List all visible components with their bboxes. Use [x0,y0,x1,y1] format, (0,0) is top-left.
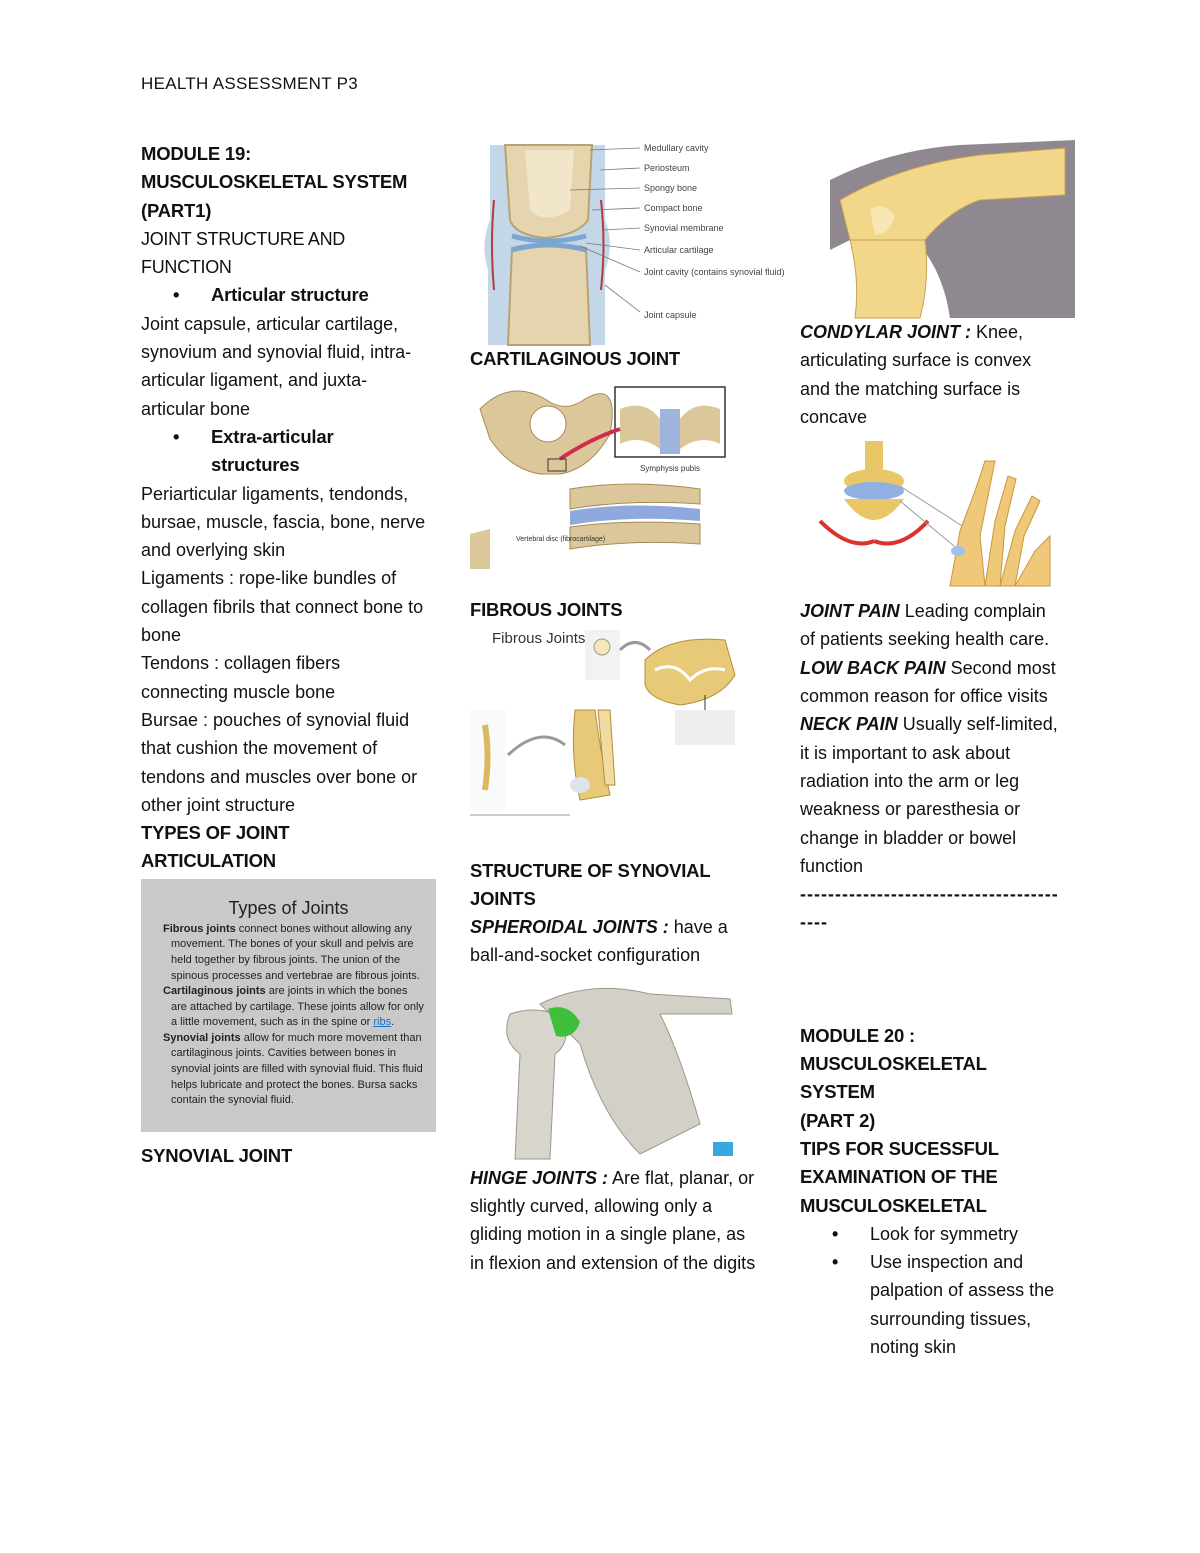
tendons-text: Tendons : collagen fibers connecting muscle bone [141,653,341,702]
fibrous-fig-label: Fibrous Joints [492,629,586,647]
page-header: HEALTH ASSESSMENT P3 [141,74,358,93]
divider-line: ----------------------------------------- [800,884,1059,933]
low-back-pain-paragraph: LOW BACK PAIN Second most common reason for office visits [800,657,1056,707]
tip-item: • Look for symmetry [870,1220,1065,1248]
tip-item: • Use inspection and palpation of assess the surrounding tissues, noting skin [870,1248,1065,1361]
tips-list [800,1220,1065,1361]
label-spongy-bone: Spongy bone [644,183,698,193]
joint-pain-paragraph: JOINT PAIN Leading complain of patients seeking health care. [800,601,1050,650]
cartilaginous-joint-diagram [470,379,730,584]
label-compact-bone: Compact bone [644,203,703,213]
hand-condylar-diagram [810,441,1050,589]
fibrous-paragraph: Fibrous joints connect bones without allowing any movement. The bones of your skull and pelvis are held together by fibrous joints. The union of the spinous processes and vertebrae are fibrous joints. [163,922,420,982]
label-joint-capsule: Joint capsule [644,310,697,320]
section-subtitle: JOINT STRUCTURE AND FUNCTION [141,228,345,278]
articular-text: Joint capsule, articular cartilage, synovium and synovial fluid, intra-articular ligament, and juxta-articular bone [141,313,412,419]
synovial-joint-diagram [470,140,785,345]
label-synovial-membrane: Synovial membrane [644,223,724,233]
tips-heading: TIPS FOR SUCESSFUL EXAMINATION OF THE MUSCULOSKELETAL [800,1137,999,1216]
column-2 [470,140,785,1277]
label-periosteum: Periosteum [644,163,690,173]
fibrous-joints-diagram [470,625,740,820]
synovial-joint-heading: SYNOVIAL JOINT [141,1144,293,1166]
module-20-title: MODULE 20 : MUSCULOSKELETAL SYSTEM (PART 2) [800,1024,987,1131]
column-3 [800,140,1065,1361]
label-articular-cartilage: Articular cartilage [644,245,714,255]
articular-heading: • Articular structure [211,281,431,309]
ligaments-text: Ligaments : rope-like bundles of collagen fibrils that connect bone to bone [141,568,424,646]
knee-condylar-diagram [830,140,1075,318]
bursae-text: Bursae : pouches of synovial fluid that cushion the movement of tendons and muscles over bone or other joint structure [141,709,418,815]
condylar-paragraph: CONDYLAR JOINT : Knee, articulating surface is convex and the matching surface is concave [800,322,1032,427]
structure-synovial-heading: STRUCTURE OF SYNOVIAL JOINTS [470,859,711,909]
hinge-paragraph: HINGE JOINTS : Are flat, planar, or slightly curved, allowing only a gliding motion in a single plane, as in flexion and extension of the digits [470,1167,756,1273]
column-1 [141,140,431,1170]
label-vertebral-disc: Vertebral disc (fibrocartilage) [516,536,606,544]
types-heading: TYPES OF JOINT ARTICULATION [141,822,290,872]
extra-articular-list [141,423,431,480]
types-of-joints-box [141,879,436,1132]
ribs-link[interactable]: ribs [373,1016,392,1029]
spheroidal-paragraph: SPHEROIDAL JOINTS : have a ball-and-socket configuration [470,917,728,966]
label-joint-cavity: Joint cavity (contains synovial fluid) [644,267,785,277]
label-symphysis-pubis: Symphysis pubis [640,464,701,474]
shoulder-ball-socket-diagram [470,974,740,1164]
neck-pain-paragraph: NECK PAIN Usually self-limited, it is important to ask about radiation into the arm or leg weakness or paresthesia or change in bladder or bowel function [800,714,1058,876]
label-medullary-cavity: Medullary cavity [644,143,709,153]
synovial-paragraph: Synovial joints allow for much more movement than cartilaginous joints. Cavities between bones in synovial joints are filled with synovial fluid. This fluid helps lubricate and protect the bones. Bursa sacks contain the synovial fluid. [163,1031,423,1107]
articular-list [141,281,431,309]
module-19-title: MODULE 19: MUSCULOSKELETAL SYSTEM (PART1) [141,143,408,221]
fibrous-heading: FIBROUS JOINTS [470,599,623,621]
types-box-title: Types of Joints [228,897,349,918]
extra-articular-text: Periarticular ligaments, tendonds, bursae, muscle, fascia, bone, nerve and overlying skin [141,483,426,561]
cartilaginous-paragraph: Cartilaginous joints are joints in which the bones are attached by cartilage. These joints allow for only a little movement, such as in the spine or ribs. [163,985,424,1029]
cartilaginous-heading: CARTILAGINOUS JOINT [470,348,680,369]
extra-articular-heading: • Extra-articular structures [211,423,361,480]
